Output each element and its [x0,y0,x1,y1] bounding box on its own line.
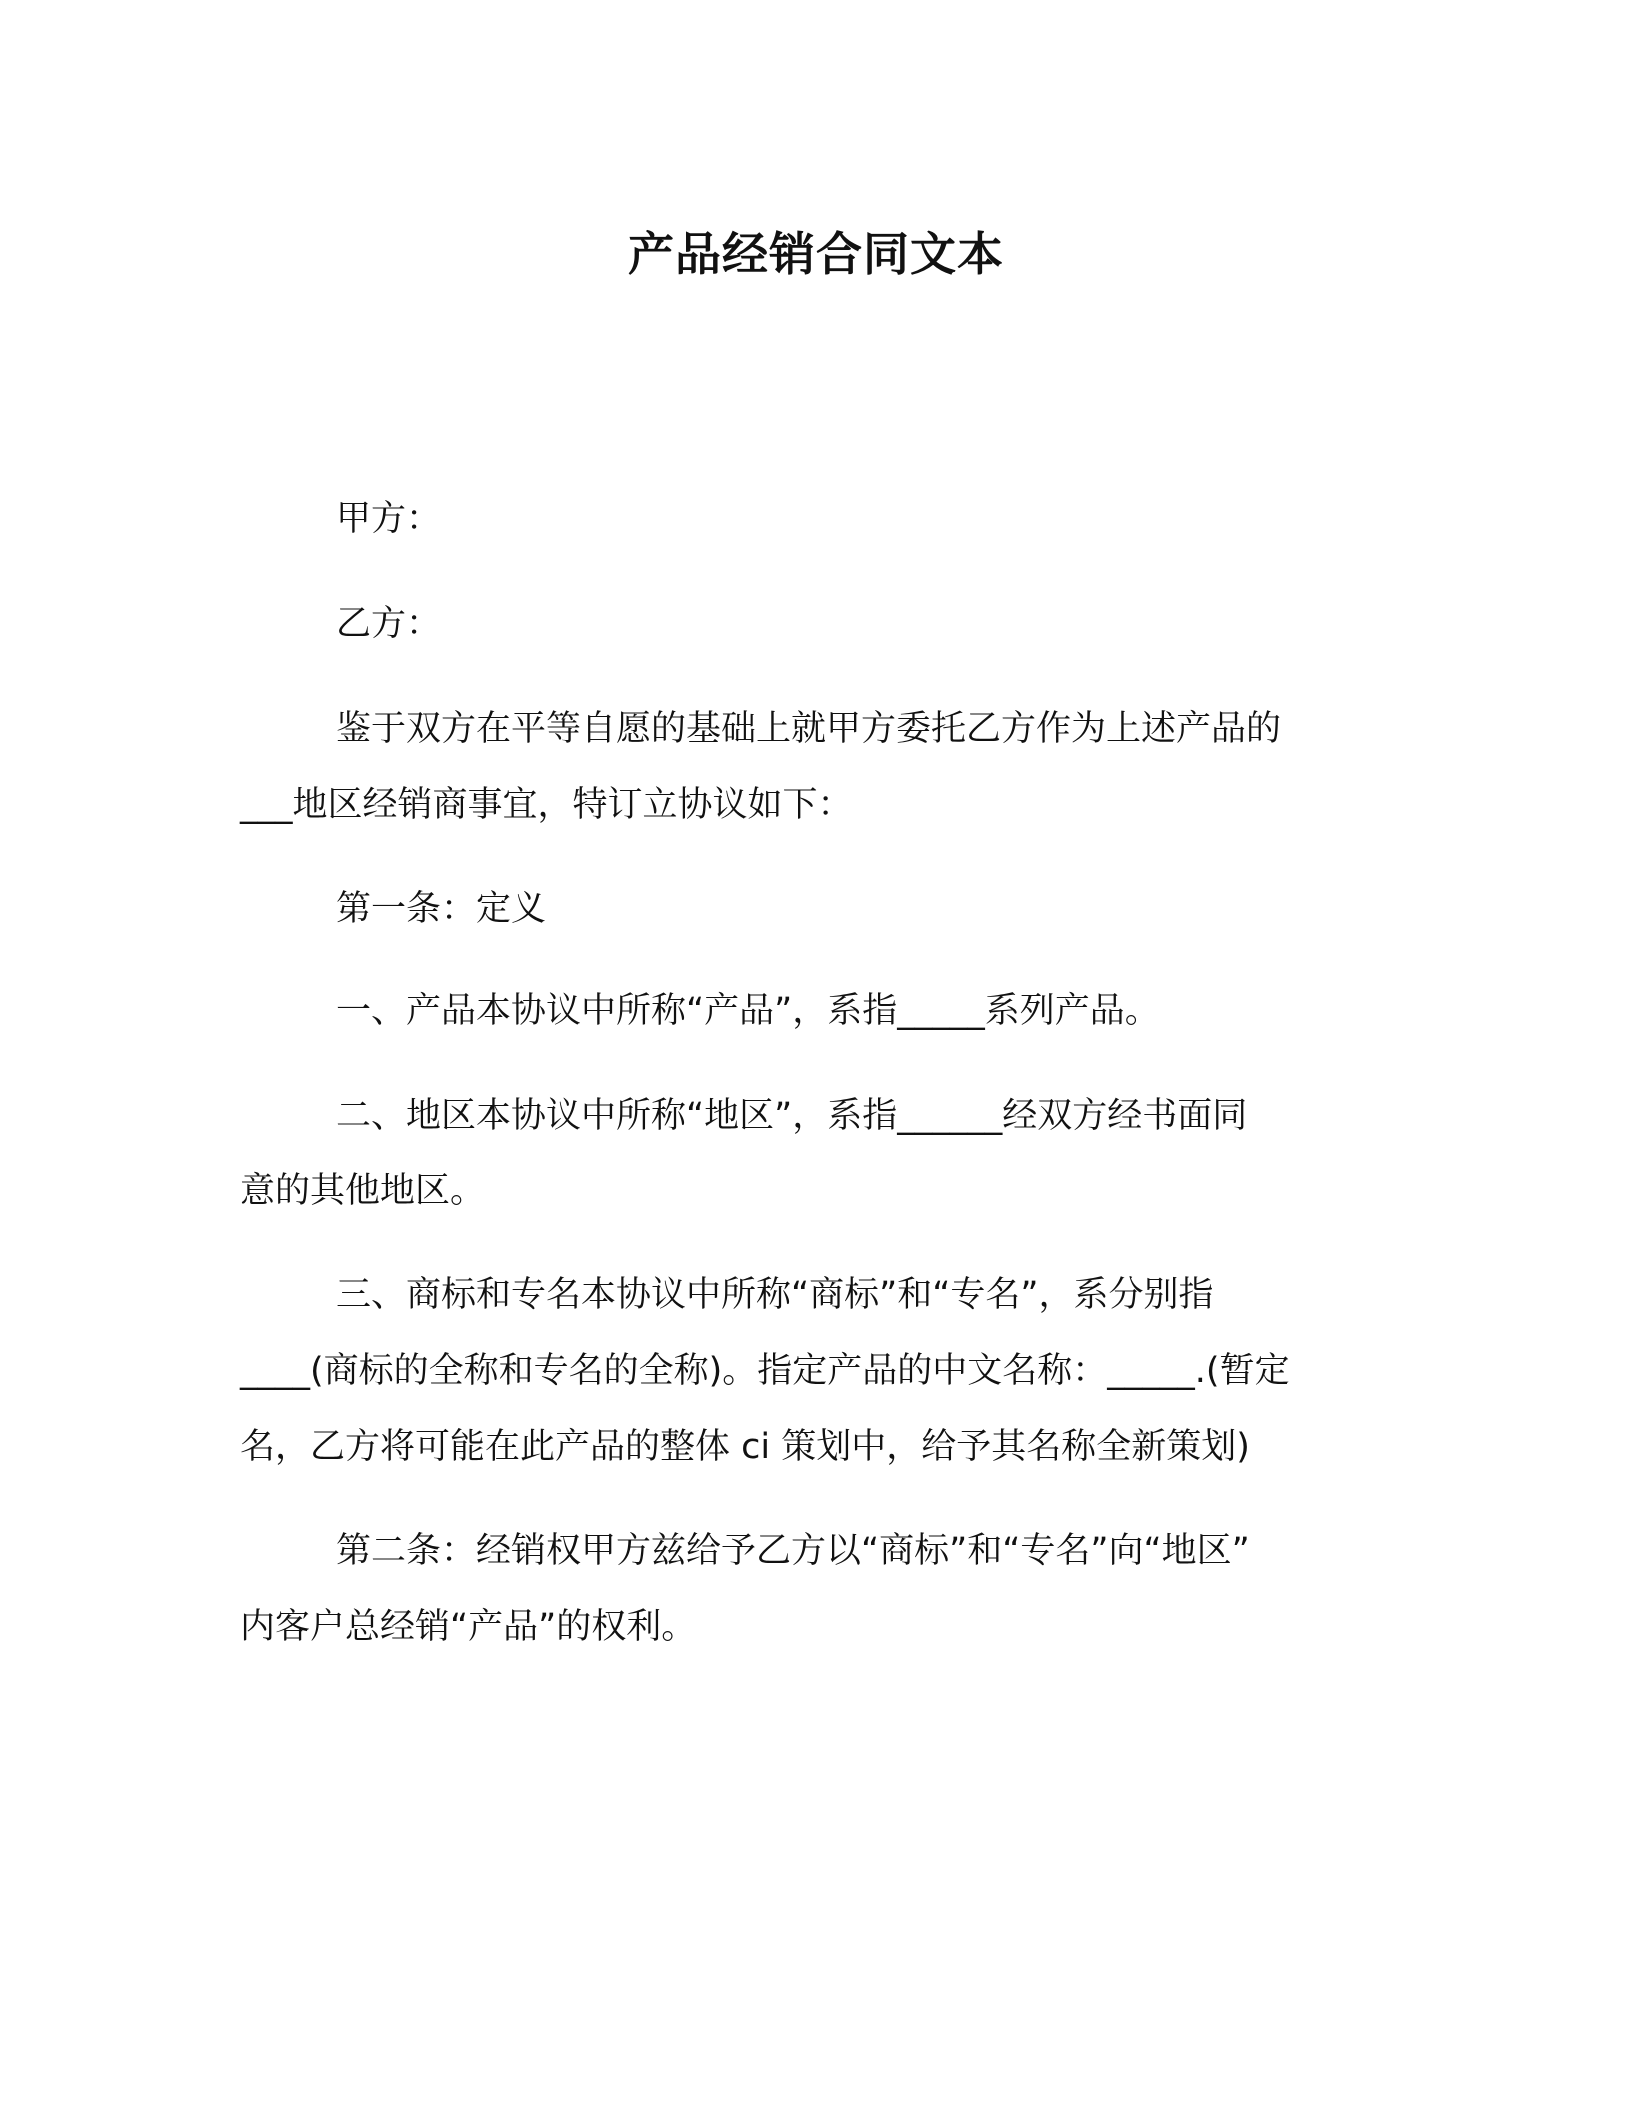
article-1-heading: 第一条：定义 [336,889,547,929]
preamble-line-2: ___地区经销商事宜，特订立协议如下： [240,785,853,825]
article-2-line-1: 第二条：经销权甲方兹给予乙方以“商标”和“专名”向“地区” [336,1531,1250,1571]
clause-3-line-3: 名，乙方将可能在此产品的整体 ci 策划中，给予其名称全新策划) [240,1427,1250,1467]
clause-2-line-2: 意的其他地区。 [240,1171,486,1211]
party-b-label: 乙方： [336,604,442,644]
clause-2-line-1: 二、地区本协议中所称“地区”，系指______经双方经书面同 [336,1096,1248,1136]
article-2-line-2: 内客户总经销“产品”的权利。 [240,1607,697,1647]
clause-3-line-2: ____(商标的全称和专名的全称)。指定产品的中文名称：_____.(暂定 [240,1351,1290,1391]
party-a-label: 甲方： [336,499,442,539]
preamble-line-1: 鉴于双方在平等自愿的基础上就甲方委托乙方作为上述产品的 [336,709,1282,749]
clause-1-product: 一、产品本协议中所称“产品”，系指_____系列产品。 [336,991,1160,1031]
document-title: 产品经销合同文本 [628,227,1004,281]
clause-3-line-1: 三、商标和专名本协议中所称“商标”和“专名”，系分别指 [336,1275,1214,1315]
